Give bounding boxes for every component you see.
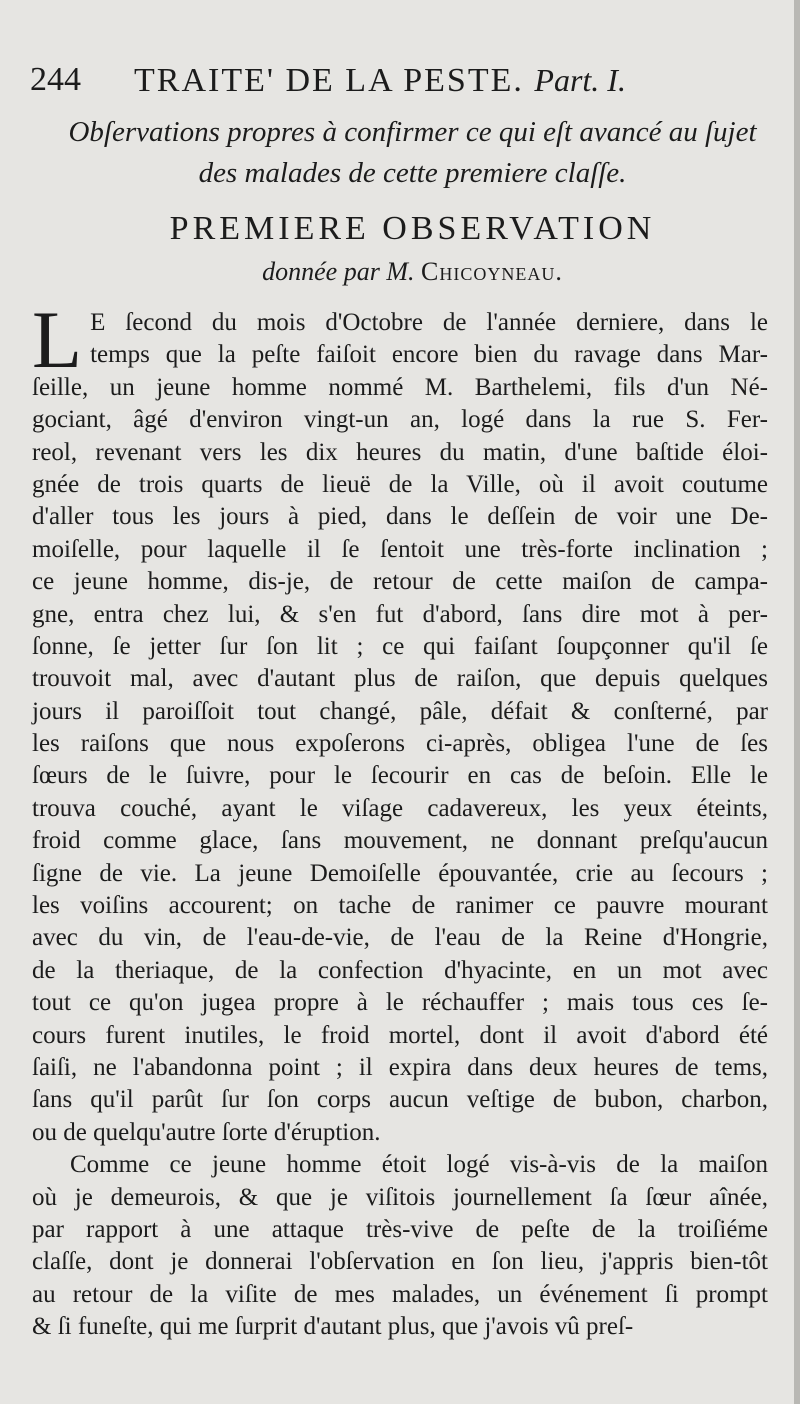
text-line: par rapport à une attaque très-vive de peſte de la troiſiéme (32, 1215, 768, 1243)
page-number: 244 (30, 61, 81, 98)
text-line: cours furent inutiles, le froid mortel, dont il avoit d'abord été (32, 1021, 768, 1049)
text-line: où je demeurois, & que je viſitois journellement ſa ſœur aînée, (32, 1183, 768, 1211)
text-line: ou de quelqu'autre ſorte d'éruption. (32, 1118, 381, 1146)
text-line: ſans qu'il parût ſur ſon corps aucun veſtige de bubon, charbon, (32, 1086, 768, 1114)
running-title (134, 58, 626, 103)
part-label: Part. I. (534, 62, 626, 98)
text-line: E ſecond du mois d'Octobre de l'année derniere, dans le (90, 309, 768, 336)
text-line: temps que la peſte faiſoit encore bien du ravage dans Mar- (90, 341, 768, 369)
text-line: avec du vin, de l'eau-de-vie, de l'eau de la Reine d'Hongrie, (32, 924, 768, 952)
text-line: moiſelle, pour laquelle il ſe ſentoit une très-forte inclination ; (32, 535, 768, 563)
body-text (32, 294, 768, 1344)
text-line: de la theriaque, de la confection d'hyacinte, en un mot avec (32, 956, 768, 984)
text-line: ce jeune homme, dis-je, de retour de cette maiſon de campa- (32, 568, 768, 596)
section-subtitle (30, 112, 795, 194)
text-line: au retour de la viſite de mes malades, un événement ſi prompt (32, 1280, 768, 1308)
observation-heading: PREMIERE OBSERVATION (169, 210, 656, 247)
text-line: trouvoit mal, avec d'autant plus de raiſon, que depuis quelques (32, 665, 768, 693)
byline-author: Chicoyneau. (421, 257, 563, 286)
text-line: jours il paroiſſoit tout changé, pâle, défait & conſterné, par (32, 697, 768, 725)
text-line: ſigne de vie. La jeune Demoiſelle épouvantée, crie au ſecours ; (32, 859, 768, 887)
subtitle-line-1: Obſervations propres à confirmer ce qui eſt avancé au ſujet (68, 116, 757, 148)
byline-prefix: donnée par M. (262, 257, 415, 286)
text-line: les voiſins accourent; on tache de ranimer ce pauvre mourant (32, 892, 768, 920)
running-header (30, 58, 790, 102)
text-line: ſeille, un jeune homme nommé M. Barthelemi, fils d'un Né- (32, 373, 768, 401)
text-line: & ſi funeſte, qui me ſurprit d'autant plus, que j'avois vû preſ- (32, 1313, 634, 1341)
text-line: trouva couché, ayant le viſage cadavereux, les yeux éteints, (32, 794, 768, 822)
text-line: gnée de trois quarts de lieuë de la Ville, où il avoit coutume (32, 470, 768, 498)
text-line: froid comme glace, ſans mouvement, ne donnant preſqu'aucun (32, 827, 768, 855)
text-line: les raiſons que nous expoſerons ci-après, obligea l'une de ſes (32, 730, 768, 758)
drop-cap: L (32, 294, 83, 385)
text-line: gne, entra chez lui, & s'en fut d'abord, ſans dire mot à per- (32, 600, 768, 628)
text-line: claſſe, dont je donnerai l'obſervation en ſon lieu, j'appris bien-tôt (32, 1248, 768, 1276)
text-line: gociant, âgé d'environ vingt-un an, logé dans la rue S. Fer- (32, 406, 768, 434)
text-line: ſœurs de le ſuivre, pour le ſecourir en cas de beſoin. Elle le (32, 762, 768, 790)
text-line: tout ce qu'on jugea propre à le réchauffer ; mais tous ces ſe- (32, 989, 768, 1017)
text-line: d'aller tous les jours à pied, dans le deſſein de voir une De- (32, 503, 768, 531)
text-line: ſaiſi, ne l'abandonna point ; il expira dans deux heures de tems, (32, 1053, 768, 1081)
text-line: reol, revenant vers les dix heures du matin, d'une baſtide éloi- (32, 438, 768, 466)
observation-byline (30, 254, 795, 290)
subtitle-line-2: des malades de cette premiere claſſe. (198, 157, 627, 189)
running-title-text: TRAITE' DE LA PESTE. (134, 62, 524, 99)
text-line: ſonne, ſe jetter ſur ſon lit ; ce qui faiſant ſoupçonner qu'il ſe (32, 632, 768, 660)
text-line: Comme ce jeune homme étoit logé vis-à-vis de la maiſon (70, 1151, 768, 1179)
